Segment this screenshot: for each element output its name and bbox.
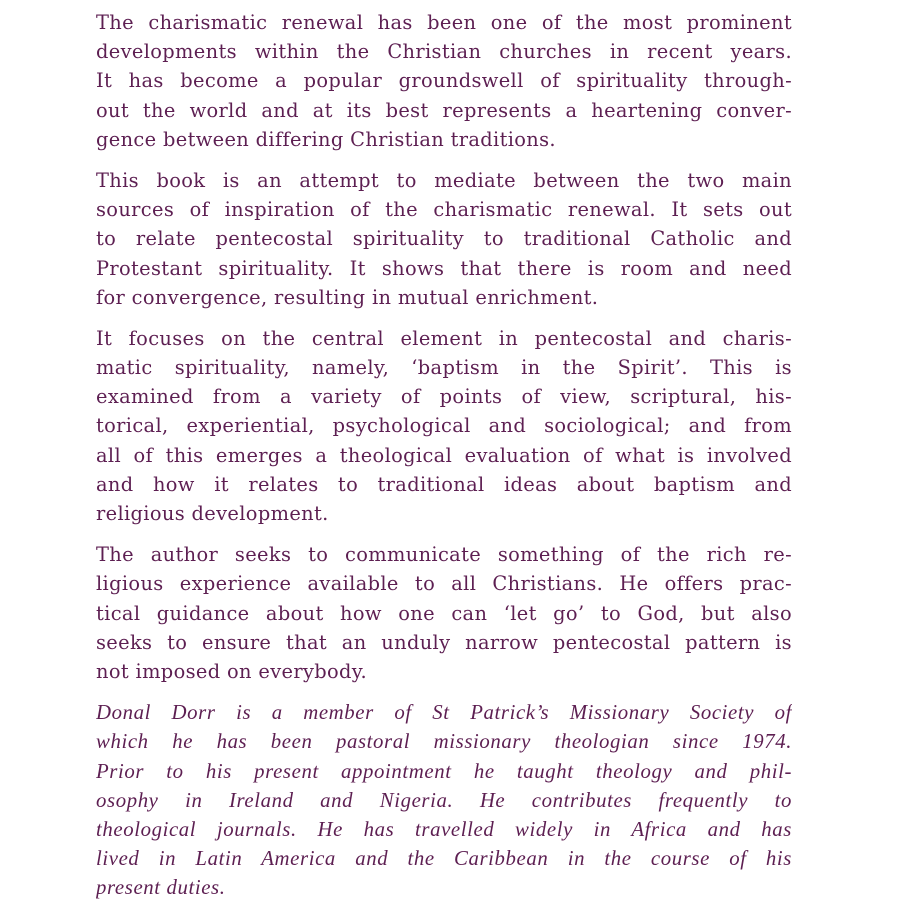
text-line: gence between differing Christian traditions. bbox=[96, 127, 556, 151]
text-line: seeks to ensure that an unduly narrow pentecostal pattern is bbox=[96, 630, 792, 654]
text-line: It has become a popular groundswell of spirituality through- bbox=[96, 69, 792, 93]
bio-line: lived in Latin America and the Caribbean in the course of his bbox=[96, 847, 792, 871]
bio-line: Donal Dorr is a member of St Patrick’s Missionary Society of bbox=[96, 701, 792, 725]
text-line: developments within the Christian churches in recent years. bbox=[96, 40, 792, 64]
text-line: for convergence, resulting in mutual enrichment. bbox=[96, 285, 599, 309]
paragraph-author-aim bbox=[96, 540, 792, 686]
paragraph-renewal bbox=[96, 8, 792, 154]
paragraph-focus bbox=[96, 324, 792, 528]
text-line: religious development. bbox=[96, 502, 329, 525]
text-line: This book is an attempt to mediate between the two main bbox=[96, 168, 792, 192]
book-blurb bbox=[96, 8, 792, 900]
author-bio bbox=[96, 698, 792, 902]
text-line: all of this emerges a theological evaluation of what is involved bbox=[96, 443, 792, 467]
bio-line: which he has been pastoral missionary theologian since 1974. bbox=[96, 730, 792, 754]
text-line: out the world and at its best represents a heartening conver- bbox=[96, 98, 792, 122]
text-line: tical guidance about how one can ‘let go’ to God, but also bbox=[96, 601, 792, 625]
bio-line: osophy in Ireland and Nigeria. He contributes frequently to bbox=[96, 788, 792, 812]
text-line: sources of inspiration of the charismatic renewal. It sets out bbox=[96, 198, 792, 222]
text-line: The author seeks to communicate something of the rich re- bbox=[96, 543, 792, 567]
paragraph-book-purpose bbox=[96, 166, 792, 312]
text-line: matic spirituality, namely, ‘baptism in the Spirit’. This is bbox=[96, 356, 792, 380]
text-line: torical, experiential, psychological and sociological; and from bbox=[96, 414, 792, 438]
bio-line: Prior to his present appointment he taught theology and phil- bbox=[96, 759, 792, 783]
text-line: to relate pentecostal spirituality to traditional Catholic and bbox=[96, 227, 792, 251]
bio-line: present duties. bbox=[96, 876, 226, 900]
text-line: and how it relates to traditional ideas about baptism and bbox=[96, 472, 792, 496]
text-line: Protestant spirituality. It shows that there is room and need bbox=[96, 256, 792, 280]
text-line: ligious experience available to all Christians. He offers prac- bbox=[96, 572, 792, 596]
text-line: It focuses on the central element in pentecostal and charis- bbox=[96, 326, 792, 350]
bio-line: theological journals. He has travelled widely in Africa and has bbox=[96, 817, 792, 841]
text-line: not imposed on everybody. bbox=[96, 659, 368, 683]
text-line: examined from a variety of points of view, scriptural, his- bbox=[96, 385, 792, 409]
text-line: The charismatic renewal has been one of the most prominent bbox=[96, 11, 792, 34]
